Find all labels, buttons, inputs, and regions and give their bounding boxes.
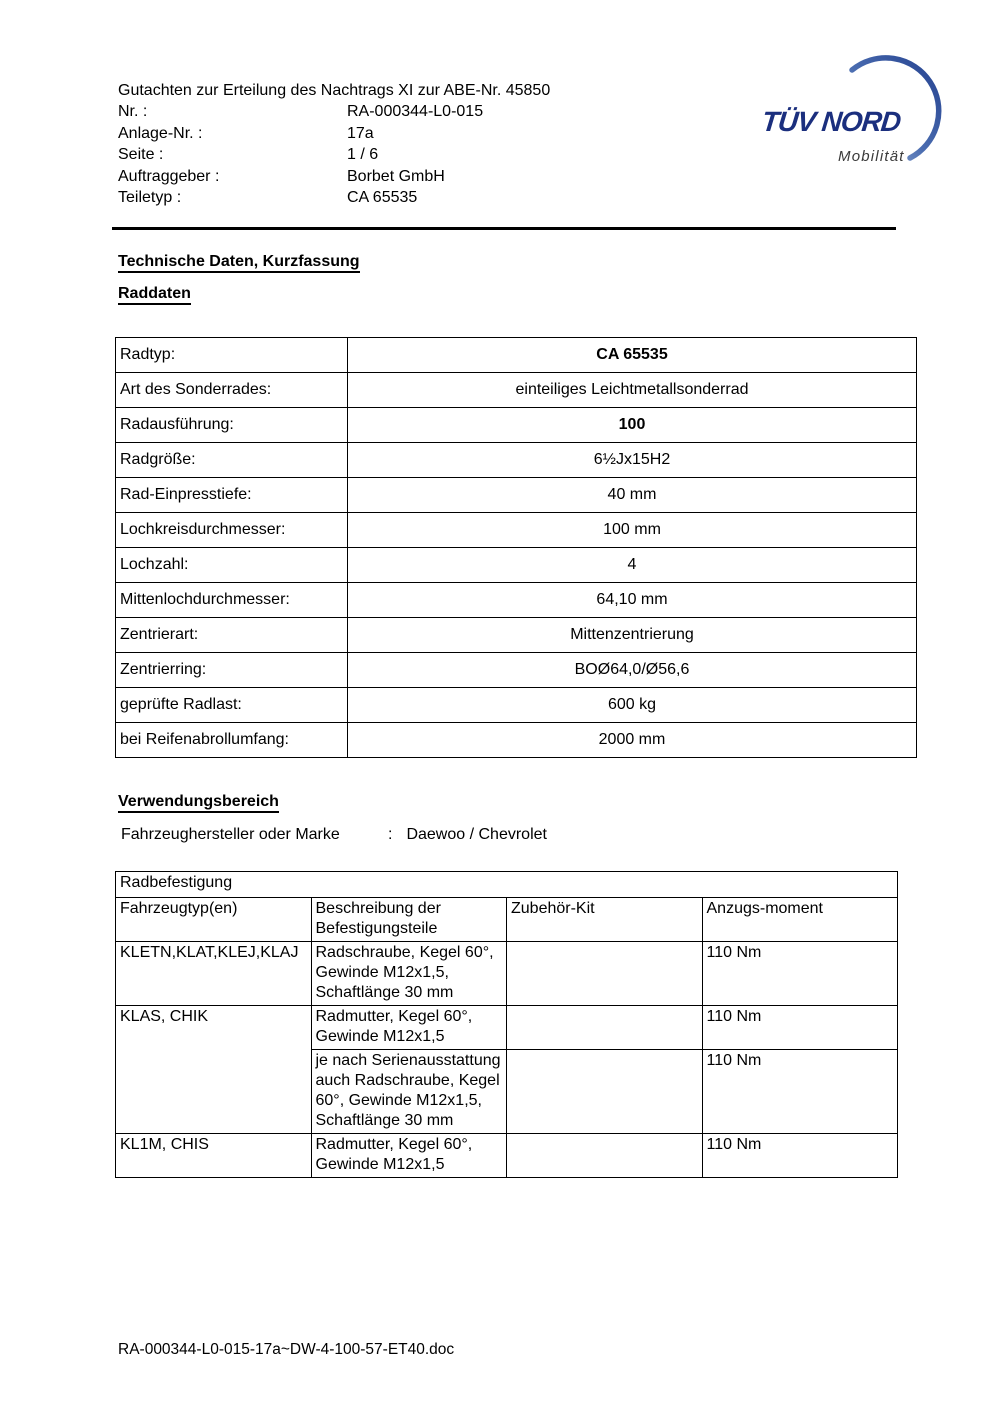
fahrzeugtyp-cell: KLAS, CHIK: [116, 1006, 312, 1134]
raddaten-value: CA 65535: [348, 338, 917, 373]
raddaten-label: Radtyp:: [116, 338, 348, 373]
anzugsmoment-cell: 110 Nm: [702, 1050, 898, 1134]
radbefestigung-caption: Radbefestigung: [116, 872, 898, 898]
hersteller-label: Fahrzeughersteller oder Marke: [121, 826, 340, 843]
table-row: [116, 408, 917, 443]
anzugsmoment-cell: 110 Nm: [702, 1006, 898, 1050]
table-row: [116, 723, 917, 758]
table-header-row: [116, 898, 898, 942]
fahrzeugtyp-cell: KL1M, CHIS: [116, 1134, 312, 1178]
zubehoer-kit-cell: [507, 942, 703, 1006]
beschreibung-cell: Radmutter, Kegel 60°, Gewinde M12x1,5: [311, 1006, 507, 1050]
field-value: CA 65535: [347, 189, 418, 207]
raddaten-value: einteiliges Leichtmetallsonderrad: [348, 373, 917, 408]
colon: :: [388, 826, 393, 843]
table-row: [116, 942, 898, 1006]
raddaten-table: [115, 337, 917, 758]
table-row: [116, 443, 917, 478]
section-title-verwendungsbereich: Verwendungsbereich: [118, 793, 279, 811]
footer-filename: RA-000344-L0-015-17a~DW-4-100-57-ET40.doc: [118, 1341, 455, 1358]
anzugsmoment-cell: 110 Nm: [702, 942, 898, 1006]
raddaten-value: 100: [348, 408, 917, 443]
raddaten-label: geprüfte Radlast:: [116, 688, 348, 723]
table-row: [116, 513, 917, 548]
field-label: Auftraggeber :: [118, 167, 220, 185]
raddaten-value: 2000 mm: [348, 723, 917, 758]
table-row: [116, 338, 917, 373]
document-title: Gutachten zur Erteilung des Nachtrags XI zur ABE-Nr. 45850: [118, 82, 551, 99]
field-label: Teiletyp :: [118, 189, 182, 207]
zubehoer-kit-cell: [507, 1134, 703, 1178]
hersteller-marke-line: [121, 826, 547, 844]
raddaten-value: 600 kg: [348, 688, 917, 723]
table-caption-row: [116, 872, 898, 898]
beschreibung-cell: je nach Serienausstattung auch Radschraube, Kegel 60°, Gewinde M12x1,5, Schaftlänge 30 mm: [311, 1050, 507, 1134]
logo-division: Mobilität: [838, 148, 905, 165]
hersteller-value: Daewoo / Chevrolet: [406, 826, 547, 843]
col-header-zubehoer-kit: Zubehör-Kit: [507, 898, 703, 942]
raddaten-label: Radgröße:: [116, 443, 348, 478]
field-label: Seite :: [118, 146, 164, 164]
raddaten-label: Zentrierart:: [116, 618, 348, 653]
raddaten-label: Radausführung:: [116, 408, 348, 443]
field-value: 17a: [347, 124, 374, 142]
section-title-technische-daten: Technische Daten, Kurzfassung: [118, 253, 360, 271]
table-row: [116, 373, 917, 408]
zubehoer-kit-cell: [507, 1006, 703, 1050]
table-row: [116, 653, 917, 688]
section-title-raddaten: Raddaten: [118, 285, 191, 303]
table-row: [116, 548, 917, 583]
raddaten-label: Mittenlochdurchmesser:: [116, 583, 348, 618]
raddaten-label: bei Reifenabrollumfang:: [116, 723, 348, 758]
raddaten-value: 4: [348, 548, 917, 583]
table-row: [116, 478, 917, 513]
field-value: RA-000344-L0-015: [347, 103, 484, 121]
raddaten-value: BOØ64,0/Ø56,6: [348, 653, 917, 688]
zubehoer-kit-cell: [507, 1050, 703, 1134]
table-row: [116, 618, 917, 653]
raddaten-label: Lochkreisdurchmesser:: [116, 513, 348, 548]
table-row: [116, 583, 917, 618]
beschreibung-cell: Radschraube, Kegel 60°, Gewinde M12x1,5, Schaftlänge 30 mm: [311, 942, 507, 1006]
radbefestigung-table: [115, 871, 898, 1178]
col-header-anzugsmoment: Anzugs-moment: [702, 898, 898, 942]
table-row: [116, 688, 917, 723]
document-header: [118, 80, 550, 208]
header-fields: [118, 101, 550, 208]
raddaten-value: Mittenzentrierung: [348, 618, 917, 653]
raddaten-value: 100 mm: [348, 513, 917, 548]
fahrzeugtyp-cell: KLETN,KLAT,KLEJ,KLAJ: [116, 942, 312, 1006]
raddaten-label: Rad-Einpresstiefe:: [116, 478, 348, 513]
raddaten-label: Zentrierring:: [116, 653, 348, 688]
field-label: Nr. :: [118, 103, 148, 121]
tuv-nord-logo: [740, 40, 955, 175]
table-row: [116, 1006, 898, 1050]
raddaten-value: 40 mm: [348, 478, 917, 513]
logo-wordmark: TÜV NORD: [760, 106, 902, 137]
raddaten-label: Lochzahl:: [116, 548, 348, 583]
field-value: 1 / 6: [347, 146, 379, 164]
raddaten-value: 6½Jx15H2: [348, 443, 917, 478]
anzugsmoment-cell: 110 Nm: [702, 1134, 898, 1178]
field-label: Anlage-Nr. :: [118, 124, 203, 142]
col-header-beschreibung: Beschreibung der Befestigungsteile: [311, 898, 507, 942]
field-value: Borbet GmbH: [347, 167, 445, 185]
table-row: [116, 1134, 898, 1178]
header-divider: [112, 227, 896, 230]
raddaten-value: 64,10 mm: [348, 583, 917, 618]
raddaten-label: Art des Sonderrades:: [116, 373, 348, 408]
col-header-fahrzeugtyp: Fahrzeugtyp(en): [116, 898, 312, 942]
beschreibung-cell: Radmutter, Kegel 60°, Gewinde M12x1,5: [311, 1134, 507, 1178]
